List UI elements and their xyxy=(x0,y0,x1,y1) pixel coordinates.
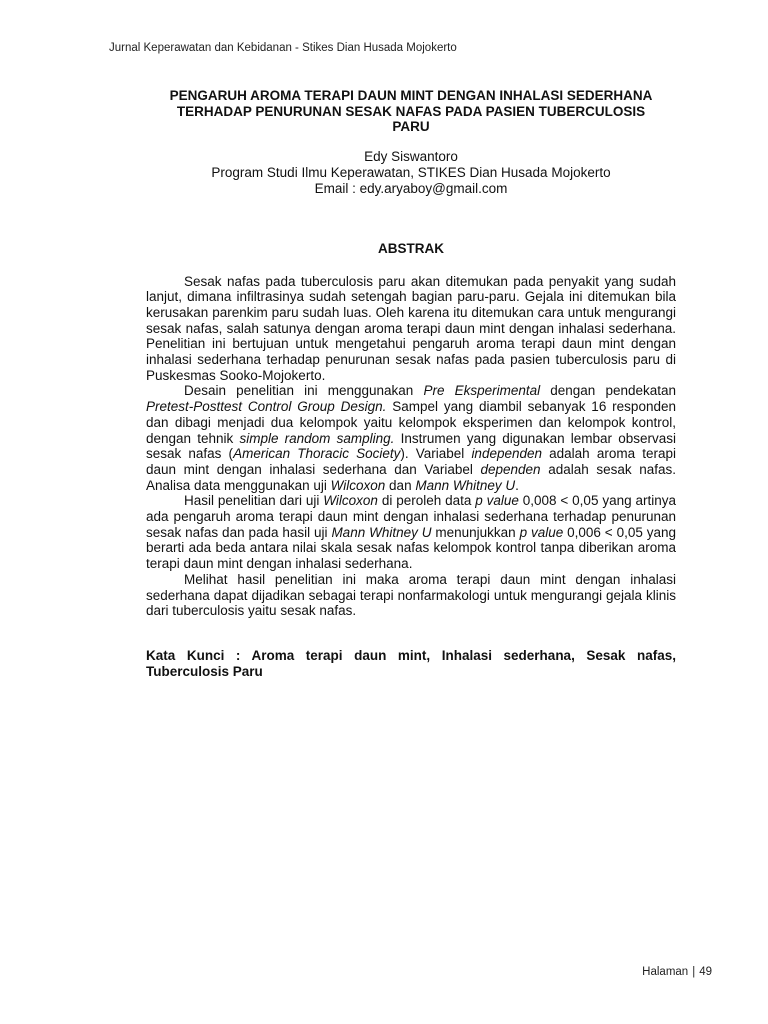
footer-separator: | xyxy=(692,966,696,978)
abstract-paragraph-1: Sesak nafas pada tuberculosis paru akan ditemukan pada penyakit yang sudah lanjut, dimana infiltrasinya sudah setengah bagian paru-paru. Gejala ini ditemukan bila kerusakan parenkim paru sudah luas. Oleh karena itu ditemukan cara untuk mengurangi sesak nafas, salah satunya dengan aroma terapi daun mint dengan inhalasi sederhana. Penelitian ini bertujuan untuk mengetahui pengaruh aroma terapi daun mint dengan inhalasi sederhana terhadap penurunan sesak nafas pada pasien tuberculosis paru di Puskesmas Sooko-Mojokerto. xyxy=(146,273,676,383)
italic-term: Wilcoxon xyxy=(323,493,378,509)
italic-term: American Thoracic Society xyxy=(233,446,401,462)
italic-term: simple random sampling. xyxy=(239,430,395,446)
italic-term: p value xyxy=(475,493,519,509)
text-run: Desain penelitian ini menggunakan xyxy=(184,383,424,399)
title-line: PENGARUH AROMA TERAPI DAUN MINT DENGAN INHALASI SEDERHANA xyxy=(169,88,653,103)
article-body xyxy=(146,88,676,679)
keywords: Kata Kunci : Aroma terapi daun mint, Inhalasi sederhana, Sesak nafas, Tuberculosis Paru xyxy=(146,647,676,679)
abstract-paragraph-2 xyxy=(146,383,676,493)
italic-term: p value xyxy=(519,524,564,540)
page-label: Halaman xyxy=(642,966,689,978)
italic-term: Wilcoxon xyxy=(330,477,386,493)
text-run: adalah aroma terapi daun mint dengan inhalasi sederhana dan Variabel xyxy=(146,446,676,477)
text-run: adalah sesak nafas. Analisa data menggunakan uji xyxy=(146,461,676,493)
author-name: Edy Siswantoro xyxy=(364,148,458,164)
text-run: Hasil penelitian dari uji xyxy=(184,493,324,509)
text-run: ). Variabel xyxy=(400,446,472,462)
text-run: dengan pendekatan xyxy=(540,383,677,399)
author-block xyxy=(146,149,676,197)
abstract-text xyxy=(146,274,676,619)
title-line: PARU xyxy=(392,119,430,134)
abstract-heading: ABSTRAK xyxy=(378,240,444,256)
running-head: Jurnal Keperawatan dan Kebidanan - Stikes Dian Husada Mojokerto xyxy=(109,42,457,54)
italic-term: Mann Whitney U xyxy=(331,524,432,540)
author-affiliation: Program Studi Ilmu Keperawatan, STIKES Dian Husada Mojokerto xyxy=(211,164,611,180)
text-run: di peroleh data xyxy=(377,493,476,509)
text-run: Sampel yang diambil sebanyak 16 responden dan dibagi menjadi dua kelompok yaitu kelompok eksperimen dan kelompok kontrol, dengan tehnik xyxy=(146,399,676,446)
text-run: menunjukkan xyxy=(431,524,520,540)
italic-term: Pretest-Posttest Control Group Design. xyxy=(146,399,387,415)
article-title xyxy=(146,88,676,135)
italic-term: Mann Whitney U xyxy=(415,477,516,493)
text-run: 0,008 < 0,05 yang artinya ada pengaruh aroma terapi daun mint dengan inhalasi sederhana terhadap penurunan sesak nafas dan pada hasil uji xyxy=(146,493,676,540)
text-run: Instrumen yang digunakan lembar observasi sesak nafas ( xyxy=(146,430,677,462)
text-run: . xyxy=(515,477,519,493)
page-number: 49 xyxy=(699,966,712,978)
title-line: TERHADAP PENURUNAN SESAK NAFAS PADA PASIEN TUBERCULOSIS xyxy=(176,103,646,119)
italic-term: Pre Eksperimental xyxy=(423,383,541,399)
author-email: Email : edy.aryaboy@gmail.com xyxy=(314,180,508,196)
abstract-paragraph-4: Melihat hasil penelitian ini maka aroma terapi daun mint dengan inhalasi sederhana dapat dijadikan sebagai terapi nonfarmakologi untuk mengurangi gejala klinis dari tuberculosis yaitu sesak nafas. xyxy=(146,571,676,619)
abstract-paragraph-3 xyxy=(146,493,676,572)
text-run: 0,006 < 0,05 yang berarti ada beda antara nilai skala sesak nafas kelompok kontrol tanpa diberikan aroma terapi daun mint dengan inhalasi sederhana. xyxy=(146,524,677,572)
italic-term: independen xyxy=(471,446,543,462)
italic-term: dependen xyxy=(480,461,541,477)
page-footer xyxy=(642,966,712,978)
text-run: dan xyxy=(385,477,416,493)
